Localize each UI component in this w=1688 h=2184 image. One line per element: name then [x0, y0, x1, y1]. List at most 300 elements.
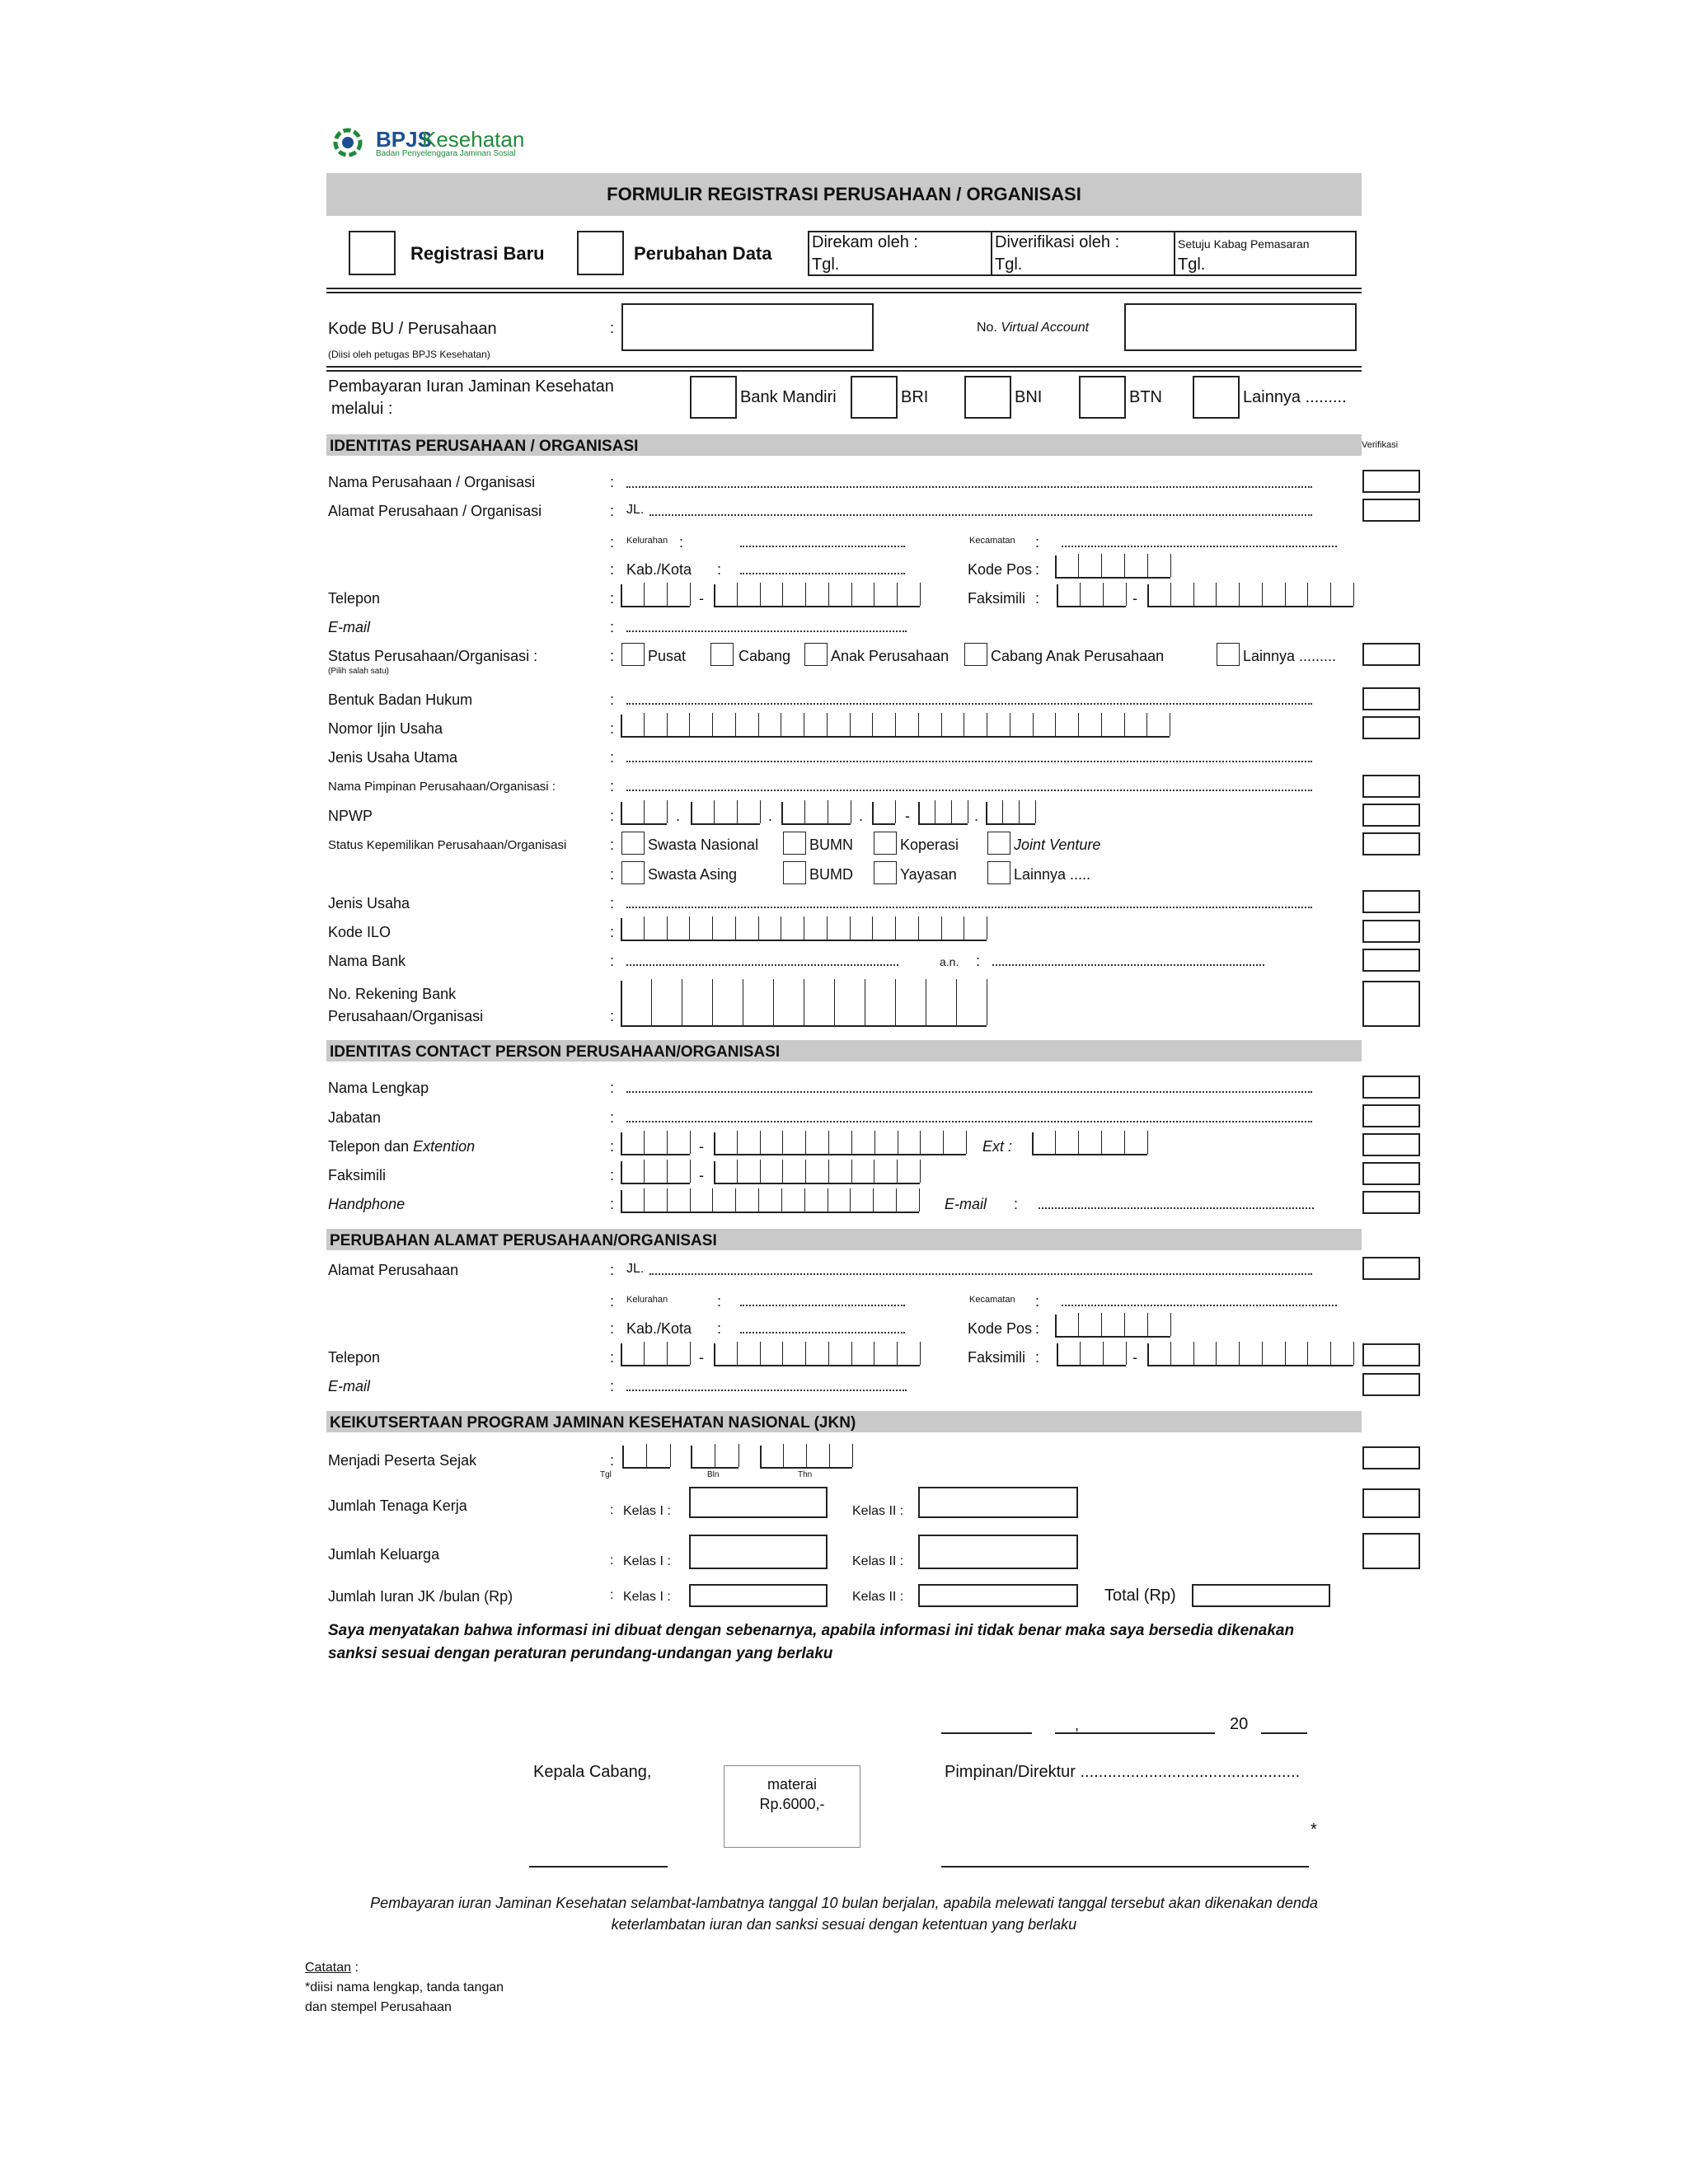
cell-divider	[852, 1444, 853, 1467]
cell-divider	[1170, 1313, 1171, 1336]
colon: :	[610, 778, 615, 794]
pimpinan-field[interactable]	[626, 790, 1312, 791]
cell-divider	[1216, 1342, 1217, 1365]
cabang-anak-checkbox[interactable]	[964, 643, 987, 666]
telepon-area-cells[interactable]	[621, 584, 690, 607]
verify-box[interactable]	[1362, 1133, 1420, 1156]
new-alamat-field[interactable]	[649, 1273, 1312, 1275]
cell-divider	[667, 1131, 668, 1154]
cell-divider	[1002, 800, 1003, 823]
materai-value: Rp.6000,-	[759, 1796, 825, 1812]
cell-divider	[851, 583, 852, 606]
cell-divider	[1080, 1342, 1081, 1365]
keluarga-kelas1-input[interactable]	[689, 1535, 828, 1569]
nama-bank-label: Nama Bank	[328, 953, 406, 969]
telepon-label: Telepon	[328, 590, 381, 607]
cell-divider	[828, 1342, 829, 1365]
statement-line-2: sanksi sesuai dengan peraturan perundang-undangan yang berlaku	[328, 1645, 833, 1662]
cp-telepon-area-cells[interactable]	[621, 1132, 690, 1155]
cell-divider	[1019, 800, 1020, 823]
anak-perusahaan-checkbox[interactable]	[804, 643, 828, 666]
cell-divider	[737, 1342, 738, 1365]
cell-divider	[690, 1160, 691, 1183]
bank-mandiri-checkbox[interactable]	[690, 376, 737, 419]
ijin-cells[interactable]	[621, 715, 1170, 738]
colon: :	[610, 590, 615, 607]
year-prefix: 20	[1230, 1715, 1249, 1733]
rekening-label-2: Perusahaan/Organisasi	[328, 1008, 484, 1024]
kelas1-label: Kelas I :	[623, 1554, 671, 1568]
cell-divider	[1239, 1342, 1240, 1365]
verify-box[interactable]	[1362, 499, 1420, 522]
email-label: E-mail	[328, 619, 371, 635]
cell-divider	[667, 1188, 668, 1212]
cell-divider	[1170, 554, 1171, 577]
cell-divider	[804, 800, 805, 823]
npwp-cells-1[interactable]	[621, 802, 667, 825]
kelas1-label: Kelas I :	[623, 1504, 671, 1518]
form-title: FORMULIR REGISTRASI PERUSAHAAN / ORGANISASI	[607, 184, 1081, 204]
verify-box[interactable]	[1362, 470, 1420, 493]
verify-box[interactable]	[1362, 1343, 1420, 1366]
verifikasi-label: Verifikasi	[1362, 440, 1399, 450]
cell-divider	[895, 979, 896, 1025]
alamat-perusahaan-label: Alamat Perusahaan / Organisasi	[328, 503, 542, 519]
dash: -	[905, 808, 910, 824]
approved-by-label: Setuju Kabag Pemasaran	[1178, 237, 1310, 251]
divider	[326, 370, 1362, 372]
new-kecamatan-field[interactable]	[1062, 1305, 1337, 1306]
joint-venture-label: Joint Venture	[1014, 837, 1101, 853]
cell-divider	[1033, 713, 1034, 736]
cell-divider	[920, 1160, 921, 1183]
virtual-account-input[interactable]	[1124, 303, 1357, 351]
dash: -	[699, 1167, 704, 1183]
cp-jabatan-field[interactable]	[626, 1121, 1312, 1122]
cell-divider	[1055, 713, 1056, 736]
bri-label: BRI	[901, 388, 929, 406]
colon: :	[610, 1588, 614, 1602]
verify-box[interactable]	[1362, 1373, 1420, 1396]
cell-divider	[712, 713, 713, 736]
colon: :	[610, 1293, 615, 1310]
kelas2-label: Kelas II :	[852, 1554, 904, 1568]
dash: -	[699, 1349, 704, 1366]
colon: :	[610, 1080, 615, 1096]
cell-divider	[1124, 1313, 1125, 1336]
payment-label: Pembayaran Iuran Jaminan Kesehatan	[328, 377, 614, 396]
yayasan-checkbox[interactable]	[874, 861, 897, 884]
kepala-cabang-label: Kepala Cabang,	[533, 1763, 652, 1781]
bumn-label: BUMN	[809, 837, 853, 853]
colon: :	[610, 534, 615, 551]
verify-box[interactable]	[1362, 832, 1420, 855]
npwp-cells-6[interactable]	[986, 802, 1035, 825]
footer-line-1: Pembayaran iuran Jaminan Kesehatan selambat-lambatnya tanggal 10 bulan berjalan, apabila melewati tanggal tersebut akan dikenakan denda	[370, 1895, 1318, 1911]
new-kelurahan-field[interactable]	[740, 1305, 905, 1306]
cell-divider	[1330, 583, 1331, 606]
telepon-number-cells[interactable]	[714, 584, 920, 607]
divider	[326, 292, 1362, 293]
tenaga-kelas1-input[interactable]	[689, 1487, 828, 1518]
sejak-bln-cells[interactable]	[691, 1446, 738, 1469]
cell-divider	[712, 1188, 713, 1212]
lainnya-bank-checkbox[interactable]	[1193, 376, 1240, 419]
cell-divider	[689, 713, 690, 736]
kelurahan-label: Kelurahan	[626, 1295, 668, 1305]
section-title: PERUBAHAN ALAMAT PERUSAHAAN/ORGANISASI	[330, 1232, 717, 1249]
cp-telepon-number-cells[interactable]	[714, 1132, 966, 1155]
new-kodepos-cells[interactable]	[1055, 1315, 1170, 1338]
lainnya-kepemilikan-label: Lainnya .....	[1014, 866, 1091, 883]
cell-divider	[782, 1160, 783, 1183]
cell-divider	[667, 916, 668, 940]
cell-divider	[951, 800, 952, 823]
colon: :	[610, 1452, 615, 1469]
bni-checkbox[interactable]	[964, 376, 1011, 419]
divider	[326, 366, 1362, 368]
cell-divider	[646, 1444, 647, 1467]
cell-divider	[1353, 1342, 1354, 1365]
status-label: Status Perusahaan/Organisasi :	[328, 648, 538, 664]
cabang-checkbox[interactable]	[710, 643, 734, 666]
new-kabkota-field[interactable]	[740, 1332, 905, 1333]
colon: :	[610, 1196, 615, 1212]
verify-box[interactable]	[1362, 775, 1420, 798]
colon: :	[610, 1503, 614, 1517]
jl-label: JL.	[626, 1262, 645, 1276]
cp-faks-area-cells[interactable]	[621, 1161, 690, 1184]
cell-divider	[1080, 583, 1081, 606]
lainnya-status-checkbox[interactable]	[1217, 643, 1240, 666]
jenis-utama-field[interactable]	[626, 761, 1312, 762]
colon: :	[1035, 590, 1040, 607]
cell-divider	[737, 800, 738, 823]
verify-box[interactable]	[1362, 920, 1420, 943]
iuran-kelas2-input[interactable]	[918, 1584, 1078, 1607]
nama-bank-field[interactable]	[626, 964, 898, 966]
thn-caption: Thn	[798, 1470, 813, 1479]
perubahan-data-label: Perubahan Data	[634, 243, 772, 264]
comma: ,	[1075, 1717, 1080, 1733]
cell-divider	[667, 713, 668, 736]
dash: -	[699, 590, 704, 607]
kecamatan-label: Kecamatan	[969, 536, 1015, 546]
npwp-dot: .	[859, 808, 864, 824]
cell-divider	[851, 1131, 852, 1154]
iuran-kelas1-input[interactable]	[689, 1584, 828, 1607]
cell-divider	[712, 916, 713, 940]
btn-checkbox[interactable]	[1079, 376, 1126, 419]
cell-divider	[941, 916, 942, 940]
approval-divider-2	[1174, 231, 1175, 276]
cell-divider	[782, 1131, 783, 1154]
jenis-usaha-label: Jenis Usaha	[328, 895, 410, 912]
kelas2-label: Kelas II :	[852, 1504, 904, 1518]
bentuk-label: Bentuk Badan Hukum	[328, 691, 473, 708]
sejak-thn-cells[interactable]	[760, 1446, 852, 1469]
cell-divider	[760, 800, 761, 823]
verify-box[interactable]	[1362, 981, 1420, 1027]
cell-divider	[804, 1188, 805, 1212]
colon: :	[717, 1320, 722, 1337]
npwp-cells-5[interactable]	[918, 802, 968, 825]
colon: :	[610, 1378, 615, 1394]
colon: :	[1014, 1196, 1019, 1212]
tenaga-kerja-label: Jumlah Tenaga Kerja	[328, 1497, 467, 1514]
cell-divider	[1239, 583, 1240, 606]
footer-line-2: keterlambatan iuran dan sanksi sesuai dengan ketentuan yang berlaku	[611, 1916, 1077, 1933]
cell-divider	[758, 713, 759, 736]
cp-telepon-label: Telepon dan Extention	[328, 1138, 476, 1155]
cell-divider	[1101, 1131, 1102, 1154]
cell-divider	[895, 800, 896, 823]
nama-perusahaan-label: Nama Perusahaan / Organisasi	[328, 474, 536, 490]
colon: :	[610, 953, 615, 969]
ilo-cells[interactable]	[621, 918, 987, 941]
cell-divider	[737, 1131, 738, 1154]
perubahan-data-checkbox[interactable]	[577, 231, 624, 275]
cell-divider	[918, 916, 919, 940]
lainnya-kepemilikan-checkbox[interactable]	[987, 861, 1010, 884]
jl-label: JL.	[626, 503, 645, 517]
colon: :	[610, 1138, 615, 1155]
new-telepon-label: Telepon	[328, 1349, 381, 1366]
recorded-by-label: Direkam oleh :	[812, 233, 918, 251]
cell-divider	[667, 583, 668, 606]
cell-divider	[651, 979, 652, 1025]
npwp-cells-4[interactable]	[872, 802, 895, 825]
faks-area-cells[interactable]	[1057, 584, 1126, 607]
cell-divider	[690, 1131, 691, 1154]
kodepos-cells[interactable]	[1055, 555, 1170, 579]
npwp-cells-3[interactable]	[781, 802, 851, 825]
materai-label: materai	[767, 1776, 818, 1793]
section-title: IDENTITAS PERUSAHAAN / ORGANISASI	[330, 438, 639, 455]
cell-divider	[1078, 554, 1079, 577]
cp-nama-label: Nama Lengkap	[328, 1080, 429, 1096]
colon: :	[610, 808, 615, 824]
colon: :	[610, 895, 615, 912]
cell-divider	[737, 583, 738, 606]
colon: :	[717, 561, 722, 578]
verified-by-label: Diverifikasi oleh :	[995, 233, 1120, 251]
new-telepon-number-cells[interactable]	[714, 1343, 920, 1366]
verify-box[interactable]	[1362, 1533, 1420, 1569]
total-input[interactable]	[1192, 1584, 1330, 1607]
cell-divider	[1124, 554, 1125, 577]
cell-divider	[851, 1342, 852, 1365]
registrasi-baru-checkbox[interactable]	[349, 231, 396, 275]
cell-divider	[758, 916, 759, 940]
cp-email-field[interactable]	[1039, 1207, 1314, 1209]
colon: :	[1035, 534, 1040, 551]
cp-faks-number-cells[interactable]	[714, 1161, 920, 1184]
cell-divider	[1078, 1131, 1079, 1154]
cell-divider	[873, 1188, 874, 1212]
verify-box[interactable]	[1362, 1162, 1420, 1185]
cell-divider	[781, 1188, 782, 1212]
pimpinan-label: Nama Pimpinan Perusahaan/Organisasi :	[328, 780, 556, 794]
verify-box[interactable]	[1362, 1446, 1420, 1469]
swasta-asing-checkbox[interactable]	[621, 861, 645, 884]
kepemilikan-label: Status Kepemilikan Perusahaan/Organisasi	[328, 838, 567, 852]
kepala-signature-line[interactable]	[529, 1866, 668, 1868]
new-faks-number-cells[interactable]	[1147, 1343, 1353, 1366]
colon: :	[610, 1554, 614, 1568]
cp-email-label: E-mail	[945, 1196, 987, 1212]
cell-divider	[828, 1160, 829, 1183]
email-field[interactable]	[626, 630, 907, 632]
cell-divider	[644, 916, 645, 940]
cell-divider	[851, 1160, 852, 1183]
nama-perusahaan-field[interactable]	[626, 486, 1312, 488]
lainnya-bank-label: Lainnya .........	[1243, 388, 1347, 406]
sejak-tgl-cells[interactable]	[622, 1446, 670, 1469]
kode-bu-note: (Diisi oleh petugas BPJS Kesehatan)	[328, 349, 490, 360]
verified-date-label: Tgl.	[995, 255, 1023, 274]
faksimili-label: Faksimili	[968, 590, 1025, 607]
kecamatan-field[interactable]	[1062, 546, 1337, 547]
cell-divider	[644, 1342, 645, 1365]
kelas2-label: Kelas II :	[852, 1590, 904, 1604]
colon: :	[610, 866, 615, 883]
dash: -	[1132, 1349, 1137, 1366]
bumn-checkbox[interactable]	[783, 832, 806, 855]
pusat-checkbox[interactable]	[621, 643, 645, 666]
cell-divider	[1101, 1313, 1102, 1336]
bri-checkbox[interactable]	[851, 376, 898, 419]
ext-cells[interactable]	[1032, 1132, 1147, 1155]
kabkota-label: Kab./Kota	[626, 1320, 692, 1337]
cell-divider	[760, 1160, 761, 1183]
cell-divider	[1103, 1342, 1104, 1365]
cell-divider	[1193, 1342, 1194, 1365]
cell-divider	[644, 583, 645, 606]
koperasi-label: Koperasi	[900, 837, 959, 853]
colon: :	[717, 1293, 722, 1310]
verify-box[interactable]	[1362, 1076, 1420, 1099]
cell-divider	[712, 979, 713, 1025]
verify-box[interactable]	[1362, 687, 1420, 710]
bentuk-field[interactable]	[626, 703, 1312, 705]
colon: :	[610, 1320, 615, 1337]
an-field[interactable]	[992, 964, 1264, 966]
cell-divider	[1147, 1131, 1148, 1154]
an-label: a.n.	[940, 955, 959, 968]
place-line[interactable]	[941, 1732, 1032, 1734]
bumd-label: BUMD	[809, 866, 853, 883]
verify-box[interactable]	[1362, 716, 1420, 739]
kode-bu-label: Kode BU / Perusahaan	[328, 320, 497, 338]
cell-divider	[850, 916, 851, 940]
cell-divider	[920, 583, 921, 606]
cell-divider	[956, 979, 957, 1025]
verify-box[interactable]	[1362, 1488, 1420, 1518]
cell-divider	[1101, 554, 1102, 577]
verify-box[interactable]	[1362, 643, 1420, 666]
cp-nama-field[interactable]	[626, 1091, 1312, 1093]
swasta-nasional-checkbox[interactable]	[621, 832, 645, 855]
joint-venture-checkbox[interactable]	[987, 832, 1010, 855]
cell-divider	[872, 916, 873, 940]
verify-box[interactable]	[1362, 890, 1420, 913]
kelurahan-field[interactable]	[740, 546, 905, 547]
payment-label-2: melalui :	[331, 400, 393, 418]
kabkota-field[interactable]	[740, 573, 905, 574]
cell-divider	[714, 800, 715, 823]
koperasi-checkbox[interactable]	[874, 832, 897, 855]
faks-number-cells[interactable]	[1147, 584, 1353, 607]
jenis-utama-label: Jenis Usaha Utama	[328, 749, 458, 766]
status-note: (Pilih salah satu)	[328, 667, 389, 676]
bumd-checkbox[interactable]	[783, 861, 806, 884]
alamat-field[interactable]	[649, 514, 1312, 516]
cell-divider	[872, 713, 873, 736]
section-contact-person	[326, 1040, 1362, 1062]
cell-divider	[918, 713, 919, 736]
tenaga-kelas2-input[interactable]	[918, 1487, 1078, 1518]
colon: :	[610, 1349, 615, 1366]
cell-divider	[689, 916, 690, 940]
cell-divider	[850, 1188, 851, 1212]
cell-divider	[735, 916, 736, 940]
yayasan-label: Yayasan	[900, 866, 957, 883]
keluarga-kelas2-input[interactable]	[918, 1535, 1078, 1569]
cp-jabatan-label: Jabatan	[328, 1109, 382, 1126]
cell-divider	[919, 1188, 920, 1212]
verify-box[interactable]	[1362, 1191, 1420, 1214]
colon: :	[1035, 561, 1040, 578]
verify-box[interactable]	[1362, 949, 1420, 972]
handphone-cells[interactable]	[621, 1190, 919, 1213]
cell-divider	[1055, 1131, 1056, 1154]
new-email-field[interactable]	[626, 1390, 907, 1391]
new-faks-area-cells[interactable]	[1057, 1343, 1126, 1366]
npwp-cells-2[interactable]	[691, 802, 760, 825]
colon: :	[610, 837, 615, 853]
cell-divider	[1078, 1313, 1079, 1336]
cell-divider	[897, 1342, 898, 1365]
cell-divider	[690, 1342, 691, 1365]
colon: :	[1035, 1320, 1040, 1337]
date-line[interactable]	[1055, 1732, 1215, 1734]
rekening-cells[interactable]	[621, 981, 987, 1027]
colon: :	[610, 1008, 615, 1024]
cell-divider	[1285, 583, 1286, 606]
cell-divider	[1147, 1313, 1148, 1336]
kode-bu-input[interactable]	[621, 303, 874, 351]
iuran-label: Jumlah Iuran JK /bulan (Rp)	[328, 1588, 513, 1605]
cell-divider	[760, 1342, 761, 1365]
jenis-usaha-field[interactable]	[626, 907, 1312, 908]
pusat-label: Pusat	[648, 648, 687, 664]
verify-box[interactable]	[1362, 1257, 1420, 1280]
verify-box[interactable]	[1362, 1104, 1420, 1127]
cell-divider	[1307, 583, 1308, 606]
pimpinan-signature-line[interactable]	[941, 1866, 1309, 1868]
cell-divider	[690, 583, 691, 606]
new-alamat-label: Alamat Perusahaan	[328, 1262, 459, 1278]
year-line[interactable]	[1261, 1732, 1307, 1734]
catatan-line-2: dan stempel Perusahaan	[305, 2000, 452, 2014]
dash: -	[699, 1138, 704, 1155]
cell-divider	[1035, 800, 1036, 823]
new-telepon-area-cells[interactable]	[621, 1343, 690, 1366]
cell-divider	[644, 1160, 645, 1183]
verify-box[interactable]	[1362, 804, 1420, 827]
swasta-asing-label: Swasta Asing	[648, 866, 738, 883]
